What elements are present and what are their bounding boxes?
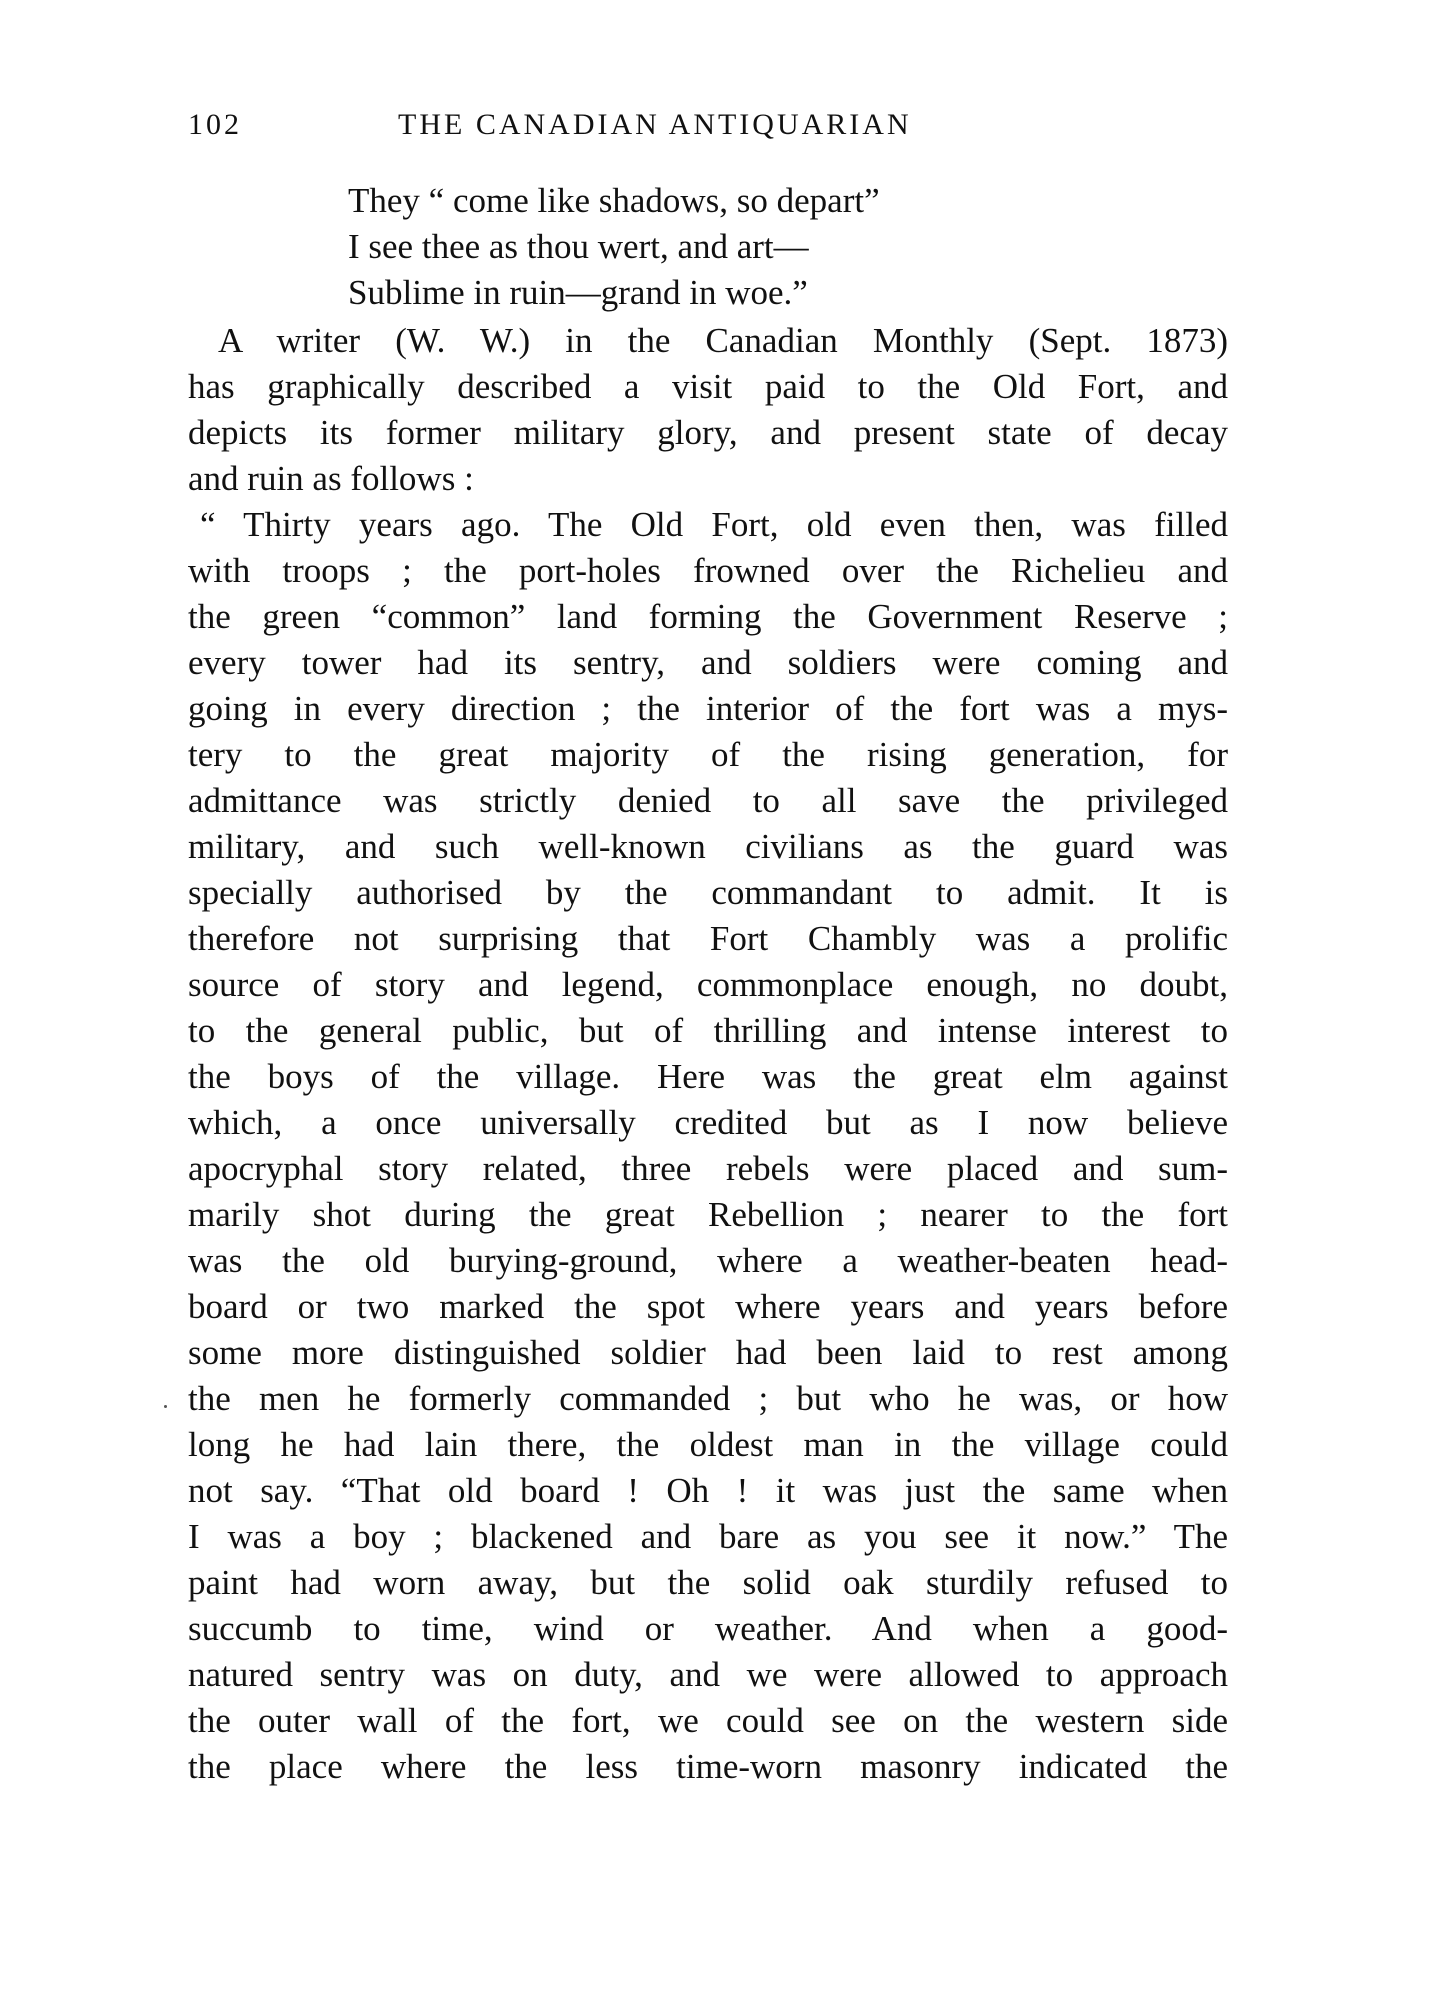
margin-speck: [164, 1405, 167, 1408]
text-line: marily shot during the great Rebellion ; nearer to the fort: [188, 1195, 1228, 1234]
text-line: with troops ; the port-holes frowned over the Richelieu and: [188, 551, 1228, 590]
text-line: therefore not surprising that Fort Chambly was a prolific: [188, 919, 1228, 958]
text-line: long he had lain there, the oldest man in the village could: [188, 1425, 1228, 1464]
text-line: board or two marked the spot where years and years before: [188, 1287, 1228, 1326]
text-line: natured sentry was on duty, and we were allowed to approach: [188, 1655, 1228, 1694]
text-line: was the old burying-ground, where a weather-beaten head-: [188, 1241, 1228, 1280]
verse-line: Sublime in ruin—grand in woe.”: [348, 273, 808, 312]
text-line: specially authorised by the commandant to admit. It is: [188, 873, 1228, 912]
text-line: tery to the great majority of the rising generation, for: [188, 735, 1228, 774]
page-number: 102: [188, 108, 242, 141]
text-line: A writer (W. W.) in the Canadian Monthly (Sept. 1873): [218, 321, 1228, 360]
verse-block: [348, 178, 880, 316]
text-line: I was a boy ; blackened and bare as you see it now.” The: [188, 1517, 1228, 1556]
text-line: apocryphal story related, three rebels were placed and sum-: [188, 1149, 1228, 1188]
text-line: every tower had its sentry, and soldiers were coming and: [188, 643, 1228, 682]
text-line: depicts its former military glory, and present state of decay: [188, 413, 1228, 452]
text-line: military, and such well-known civilians as the guard was: [188, 827, 1228, 866]
text-line: which, a once universally credited but as I now believe: [188, 1103, 1228, 1142]
text-line: “ Thirty years ago. The Old Fort, old even then, was filled: [200, 505, 1228, 544]
text-line: the men he formerly commanded ; but who he was, or how: [188, 1379, 1228, 1418]
text-line: some more distinguished soldier had been laid to rest among: [188, 1333, 1228, 1372]
text-line: the green “common” land forming the Government Reserve ;: [188, 597, 1228, 636]
text-line: admittance was strictly denied to all save the privileged: [188, 781, 1228, 820]
text-line: and ruin as follows :: [188, 459, 474, 498]
body-text: [188, 318, 1228, 1790]
text-line: the place where the less time-worn masonry indicated the: [188, 1747, 1228, 1786]
verse-line: They “ come like shadows, so depart”: [348, 181, 880, 220]
text-line: going in every direction ; the interior of the fort was a mys-: [188, 689, 1228, 728]
text-line: paint had worn away, but the solid oak sturdily refused to: [188, 1563, 1228, 1602]
text-line: source of story and legend, commonplace enough, no doubt,: [188, 965, 1228, 1004]
text-line: has graphically described a visit paid to the Old Fort, and: [188, 367, 1228, 406]
text-line: succumb to time, wind or weather. And when a good-: [188, 1609, 1228, 1648]
text-line: not say. “That old board ! Oh ! it was just the same when: [188, 1471, 1228, 1510]
running-header: [188, 108, 1228, 148]
verse-line: I see thee as thou wert, and art—: [348, 227, 809, 266]
text-line: the boys of the village. Here was the great elm against: [188, 1057, 1228, 1096]
text-line: the outer wall of the fort, we could see on the western side: [188, 1701, 1228, 1740]
text-line: to the general public, but of thrilling and intense interest to: [188, 1011, 1228, 1050]
running-title: THE CANADIAN ANTIQUARIAN: [398, 108, 912, 141]
